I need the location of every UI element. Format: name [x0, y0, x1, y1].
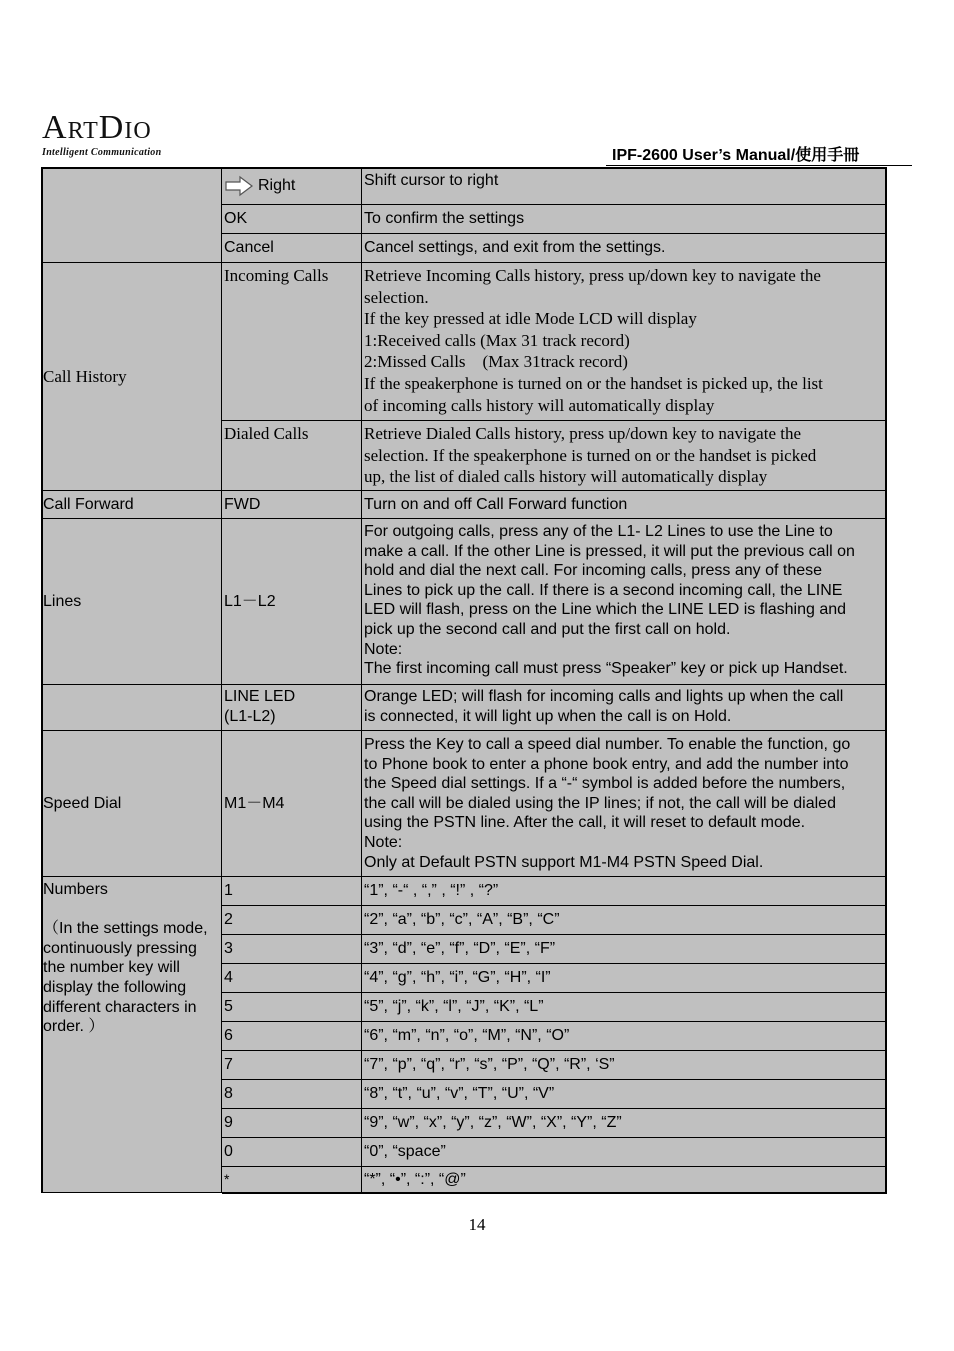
desc-line: The first incoming call must press “Speaker” key or pick up Handset.: [364, 660, 848, 678]
key-line: LINE LED: [224, 688, 296, 705]
key-cell-ok: OK: [222, 205, 361, 233]
row-divider: [41, 518, 887, 519]
desc-line: 1:Received calls (Max 31 track record): [364, 330, 630, 350]
row-divider: [222, 905, 887, 906]
function-cell-empty: [41, 685, 221, 730]
key-cell-number: 2: [222, 906, 361, 934]
right-arrow-icon: [224, 175, 254, 197]
desc-line: the call will be dialed using the IP lines; if not, the call will be dialed: [364, 794, 836, 812]
function-cell-empty: [41, 167, 221, 262]
chars-cell-number: “7”, “p”, “q”, “r”, “s”, “P”, “Q”, “R”, ‘S”: [362, 1051, 887, 1079]
key-cell-number: 6: [222, 1022, 361, 1050]
table-border-bottom: [222, 1192, 887, 1194]
row-divider: [222, 934, 887, 935]
row-divider: [222, 1108, 887, 1109]
table-border-right: [885, 167, 887, 1194]
row-divider: [41, 262, 887, 263]
page-number: 14: [468, 1215, 486, 1234]
numbers-note-line: the number key will: [43, 959, 180, 977]
function-cell-call-forward: Call Forward: [41, 491, 221, 518]
desc-line: If the speakerphone is turned on or the handset is picked up, the list: [364, 373, 823, 393]
key-cell-number: 3: [222, 935, 361, 963]
chars-cell-number: “5”, “j”, “k”, “l”, “J”, “K”, “L”: [362, 993, 887, 1021]
desc-line: the Speed dial settings. If a “-“ symbol is added before the numbers,: [364, 775, 846, 793]
artdio-logo: [42, 110, 182, 160]
desc-line: Press the Key to call a speed dial number. To enable the function, go: [364, 736, 851, 753]
row-divider: [222, 1050, 887, 1051]
key-cell-cancel: Cancel: [222, 234, 361, 262]
row-divider: [41, 684, 887, 685]
chars-cell-number: “9”, “w”, “x”, “y”, “z”, “W”, “X”, “Y”, “Z”: [362, 1109, 887, 1137]
desc-cell-dialed-calls: [362, 421, 887, 490]
column-divider: [221, 167, 222, 1193]
document-title: IPF-2600 User’s Manual/使用手冊: [612, 147, 860, 164]
key-cell-star: *: [222, 1167, 361, 1192]
numbers-note-line: display the following: [43, 978, 187, 996]
desc-line: Retrieve Dialed Calls history, press up/down key to navigate the: [364, 424, 802, 443]
desc-cell-incoming-calls: [362, 263, 887, 420]
function-cell-numbers: [41, 877, 221, 1193]
desc-line: selection. If the speakerphone is turned on or the handset is picked: [364, 445, 817, 465]
desc-line: pick up the second call and put the first call on hold.: [364, 620, 731, 638]
table-border-bottom: [41, 1192, 223, 1193]
function-cell-lines: Lines: [41, 519, 221, 684]
desc-cell-lines: [362, 519, 887, 684]
desc-line: Only at Default PSTN support M1-M4 PSTN Speed Dial.: [364, 853, 764, 871]
desc-cell-cancel: Cancel settings, and exit from the settings.: [362, 234, 887, 262]
desc-line: If the key pressed at idle Mode LCD will display: [364, 309, 697, 329]
key-cell-line-led: [222, 685, 361, 730]
numbers-title: Numbers: [43, 881, 108, 898]
numbers-note-line: order. ）: [43, 1018, 105, 1036]
key-cell-fwd: FWD: [222, 491, 361, 518]
key-cell-number: 5: [222, 993, 361, 1021]
table-border-top: [41, 167, 887, 169]
chars-cell-number: “4”, “g”, “h”, “i”, “G”, “H”, “I”: [362, 964, 887, 992]
key-cell-number: 1: [222, 877, 361, 905]
logo-wordmark: ARTDIO: [42, 109, 152, 146]
desc-line: up, the list of dialed calls history will automatically display: [364, 467, 768, 487]
desc-line: is connected, it will light up when the call is on Hold.: [364, 707, 732, 725]
key-cell-m1-m4: M1－M4: [222, 731, 361, 876]
row-divider: [222, 992, 887, 993]
desc-line: of incoming calls history will automatically display: [364, 395, 715, 415]
row-divider: [41, 876, 887, 877]
key-cell-l1-l2: L1－L2: [222, 519, 361, 684]
desc-line: For outgoing calls, press any of the L1- L2 Lines to use the Line to: [364, 523, 833, 540]
row-divider: [222, 1021, 887, 1022]
row-divider: [222, 1166, 887, 1167]
row-divider: [41, 730, 887, 731]
function-cell-speed-dial: Speed Dial: [41, 731, 221, 876]
key-cell-number: 7: [222, 1051, 361, 1079]
key-cell-dialed-calls: Dialed Calls: [222, 421, 361, 490]
desc-line: make a call. If the other Line is pressed, it will put the previous call on: [364, 542, 855, 560]
chars-cell-number: “2”, “a”, “b”, “c”, “A”, “B”, “C”: [362, 906, 887, 934]
logo-tagline: Intelligent Communication: [42, 147, 162, 158]
row-divider: [222, 1137, 887, 1138]
desc-cell-right: Shift cursor to right: [362, 167, 887, 204]
desc-line: Note:: [364, 833, 403, 851]
numbers-note-line: different characters in: [43, 998, 197, 1016]
desc-line: to Phone book to enter a phone book entry, and add the number into: [364, 755, 849, 773]
row-divider: [222, 1079, 887, 1080]
desc-cell-speed-dial: [362, 731, 887, 876]
row-divider: [222, 233, 887, 234]
chars-cell-number: “6”, “m”, “n”, “o”, “M”, “N”, “O”: [362, 1022, 887, 1050]
desc-cell-line-led: [362, 685, 887, 730]
header-rule: [606, 165, 912, 166]
chars-cell-number: “1”, “-“ , “,” , “!” , “?”: [362, 877, 887, 905]
key-label-right: Right: [258, 176, 296, 194]
desc-line: 2:Missed Calls (Max 31track record): [364, 352, 628, 372]
chars-cell-number: “3”, “d”, “e”, “f”, “D”, “E”, “F”: [362, 935, 887, 963]
numbers-note-line: （In the settings mode,: [43, 920, 208, 938]
key-cell-right: [222, 167, 361, 204]
numbers-note-line: continuously pressing: [43, 939, 197, 957]
desc-cell-ok: To confirm the settings: [362, 205, 887, 233]
key-cell-number: 4: [222, 964, 361, 992]
chars-cell-number: “0”, “space”: [362, 1138, 887, 1166]
key-cell-number: 0: [222, 1138, 361, 1166]
row-divider: [222, 420, 887, 421]
chars-cell-star: “*”, “•”, “:”, “@”: [362, 1167, 887, 1192]
chars-cell-number: “8”, “t”, “u”, “v”, “T”, “U”, “V”: [362, 1080, 887, 1108]
table-border-left: [41, 167, 43, 1193]
row-divider: [222, 204, 887, 205]
key-function-table: [41, 167, 887, 1194]
desc-line: Note:: [364, 640, 403, 658]
key-cell-number: 9: [222, 1109, 361, 1137]
spacer: [43, 900, 219, 920]
desc-line: Lines to pick up the call. If there is a second incoming call, the LINE: [364, 581, 843, 599]
desc-line: selection.: [364, 287, 429, 307]
column-divider: [361, 167, 362, 1194]
desc-line: Orange LED; will flash for incoming calls and lights up when the call: [364, 688, 844, 705]
desc-line: using the PSTN line. After the call, it will reset to default mode.: [364, 814, 806, 832]
function-cell-call-history: Call History: [41, 263, 221, 490]
row-divider: [222, 963, 887, 964]
key-cell-number: 8: [222, 1080, 361, 1108]
desc-cell-fwd: Turn on and off Call Forward function: [362, 491, 887, 518]
desc-line: LED will flash, press on the Line which the LINE LED is flashing and: [364, 601, 847, 619]
key-line: (L1-L2): [224, 707, 276, 725]
desc-line: hold and dial the next call. For incoming calls, press any of these: [364, 562, 823, 580]
row-divider: [41, 490, 887, 491]
key-cell-incoming-calls: Incoming Calls: [222, 263, 361, 420]
desc-line: Retrieve Incoming Calls history, press up/down key to navigate the: [364, 266, 821, 285]
